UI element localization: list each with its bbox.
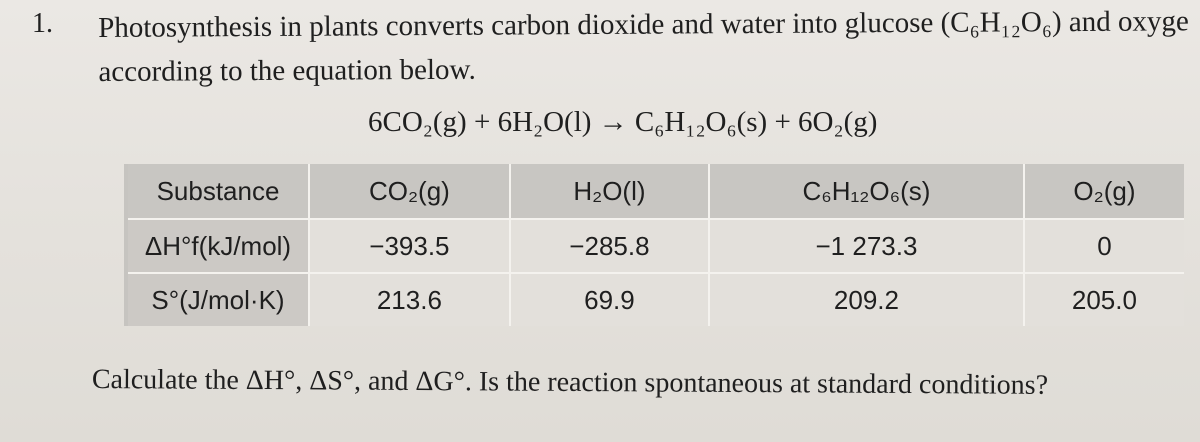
table-header-row: [126, 164, 1184, 219]
header-co2: CO₂(g): [309, 164, 510, 219]
table-row: [126, 273, 1184, 326]
header-o2: O₂(g): [1024, 164, 1184, 219]
question-text: Calculate the ΔH°, ΔS°, and ΔG°. Is the reaction spontaneous at standard conditions?: [91, 364, 1049, 401]
thermo-data-table: [124, 164, 1184, 326]
cell-entropy-co2: 213.6: [309, 273, 510, 326]
header-glucose: C₆H₁₂O₆(s): [709, 164, 1024, 219]
cell-entropy-o2: 205.0: [1024, 273, 1184, 326]
row-label-enthalpy: ΔH°f(kJ/mol): [126, 219, 309, 273]
row-label-entropy: S°(J/mol·K): [126, 273, 309, 326]
intro-line-2: according to the equation below.: [98, 53, 476, 88]
cell-entropy-glucose: 209.2: [709, 273, 1024, 326]
cell-enthalpy-glucose: −1 273.3: [709, 219, 1024, 273]
cell-enthalpy-co2: −393.5: [309, 219, 510, 273]
problem-number: 1.: [32, 8, 53, 39]
cell-enthalpy-h2o: −285.8: [510, 219, 709, 273]
table-row: [126, 219, 1184, 273]
problem-intro: [98, 0, 1200, 94]
cell-enthalpy-o2: 0: [1024, 219, 1184, 273]
header-substance: Substance: [126, 164, 309, 219]
header-h2o: H₂O(l): [510, 164, 709, 219]
cell-entropy-h2o: 69.9: [510, 273, 709, 326]
chemical-equation: 6CO₂(g) + 6H₂O(l) → C₆H₁₂O₆(s) + 6O₂(g): [368, 106, 878, 138]
intro-line-1: Photosynthesis in plants converts carbon dioxide and water into glucose (C₆H₁₂O₆) and oxyge: [98, 5, 1189, 44]
